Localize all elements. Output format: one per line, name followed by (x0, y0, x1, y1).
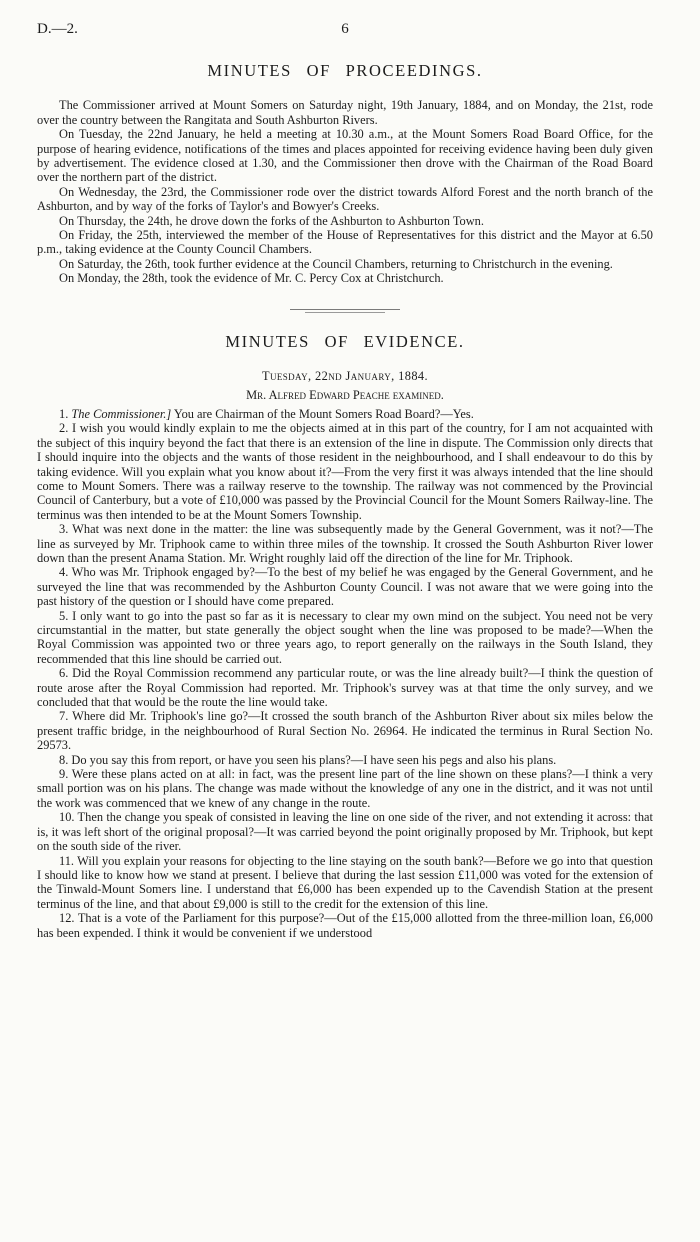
proceedings-paragraph: On Thursday, the 24th, he drove down the forks of the Ashburton to Ashburton Town. (59, 213, 484, 228)
witness-line: Mr. Alfred Edward Peache examined. (246, 387, 444, 402)
evidence-paragraph: 12. That is a vote of the Parliament for this purpose?—Out of the £15,000 allotted from the three-million loan, £6,000 has been expended. I think it would be convenient if we understood (37, 911, 653, 940)
document-page (37, 22, 653, 940)
page-header (37, 22, 653, 42)
proceedings-paragraph: On Friday, the 25th, interviewed the member of the House of Representatives for this district and the Mayor at 6.50 p.m., taking evidence at the County Council Chambers. (37, 228, 653, 257)
question-1: 1. The Commissioner.] You are Chairman of the Mount Somers Road Board?—Yes. (59, 406, 474, 421)
evidence-paragraph: 4. Who was Mr. Triphook engaged by?—To the best of my belief he was engaged by the General Government, and he surveyed the line that was recommended by the Ashburton County Council. I was not aware that we were going into the past history of the question or I should have come prepared. (37, 565, 653, 609)
evidence-paragraph: 6. Did the Royal Commission recommend any particular route, or was the line already built?—I think the question of route arose after the Royal Commission had reported. Mr. Triphook's survey was at that time the only survey, and we concluded that that would be the route the line would take. (37, 666, 653, 710)
proceedings-paragraph: On Monday, the 28th, took the evidence of Mr. C. Percy Cox at Christchurch. (59, 271, 444, 286)
speaker-label: The Commissioner.] (71, 406, 172, 421)
page-number: 6 (341, 21, 349, 37)
proceedings-paragraph: On Wednesday, the 23rd, the Commissioner rode over the district towards Alford Forest and the north branch of the Ashburton, and by way of the forks of Taylor's and Bowyer's Creeks. (37, 184, 653, 214)
evidence-paragraph: 3. What was next done in the matter: the line was subsequently made by the General Government, was it not?—The line as surveyed by Mr. Triphook came to within three miles of the township. It crossed the South Ashburton River lower down than the present Anama Station. Mr. Wright roughly laid off the direction of the line for Mr. Triphook. (37, 522, 653, 565)
proceedings-section (37, 98, 653, 285)
evidence-paragraph: 11. Will you explain your reasons for objecting to the line staying on the south bank?—Before we go into that question I should like to know how we stand at present. I believe that during the last session £11,000 was voted for the extension of the Tinwald-Mount Somers line. I understand that £6,000 has been expended up to the Cavendish Station at the present terminus of the line, and that about £9,000 is still to the credit for the extension of this line. (37, 853, 653, 911)
divider-line (305, 312, 385, 313)
evidence-heading: MINUTES OF EVIDENCE. (225, 331, 465, 351)
proceedings-heading: MINUTES OF PROCEEDINGS. (207, 61, 483, 80)
evidence-date: Tuesday, 22nd January, 1884. (261, 369, 429, 384)
section-divider (37, 309, 653, 313)
evidence-paragraph: 7. Where did Mr. Triphook's line go?—It crossed the south branch of the Ashburton River about six miles below the present traffic bridge, in the neighbourhood of Rural Section No. 26964. He indicated the terminus in Rural Section No. 29573. (37, 709, 653, 753)
proceedings-paragraph: On Saturday, the 26th, took further evidence at the Council Chambers, returning to Christchurch in the evening. (59, 256, 613, 271)
evidence-paragraph: 10. Then the change you speak of consisted in leaving the line on one side of the river, and not extending it across: that is, it was left short of the original proposal?—It was carried beyond the point originally proposed by Mr. Triphook, but kept on the south side of the river. (37, 810, 653, 854)
evidence-paragraph: 9. Were these plans acted on at all: in fact, was the present line part of the line shown on these plans?—I think a very small portion was on his plans. The change was made without the knowledge of any one in the district, and it was not until the work was commenced that we knew of any change in the route. (37, 767, 653, 810)
proceedings-paragraph: On Tuesday, the 22nd January, he held a meeting at 10.30 a.m., at the Mount Somers Road Board Office, for the purpose of hearing evidence, notifications of the times and places appointed for receiving evidence having been duly given by advertisement. The evidence closed at 1.30, and the Commissioner then drove with the Chairman of the Road Board over the northern part of the district. (37, 127, 653, 185)
evidence-paragraph: 5. I only want to go into the past so far as it is necessary to clear my own mind on the subject. You need not be very circumstantial in the matter, but state generally the object sought when the line was proposed to be made?—When the Royal Commission was appointed two or three years ago, to report generally on the railways in the South Island, they recommended that this line should be carried out. (37, 608, 653, 666)
evidence-paragraph: 8. Do you say this from report, or have you seen his plans?—I have seen his pegs and also his plans. (59, 752, 557, 767)
proceedings-paragraph: The Commissioner arrived at Mount Somers on Saturday night, 19th January, 1884, and on Monday, the 21st, rode over the country between the Rangitata and South Ashburton Rivers. (37, 98, 653, 127)
divider-line (290, 309, 400, 310)
document-reference: D.—2. (37, 21, 78, 37)
question-1-text: You are Chairman of the Mount Somers Road Board?—Yes. (171, 406, 474, 421)
evidence-section (37, 407, 653, 940)
evidence-paragraph: 2. I wish you would kindly explain to me the objects aimed at in this part of the country, for I am not acquainted with the subject of this inquiry beyond the fact that there is an extension of the line in dispute. The Commission only directs that I should inquire into the objects and the wants of those resident in the neighbourhood, and I shall endeavour to do this by taking evidence. Will you explain what you know about it?—From the very first it was always intended that the line should come to Mount Somers. There was a railway reserve to the township. The railway was not commenced by the Provincial Council of Canterbury, but a vote of £10,000 was passed by the Provincial Council for the Mount Somers Railway-line. The terminus was then intended to be at the Mount Somers Township. (37, 421, 653, 522)
